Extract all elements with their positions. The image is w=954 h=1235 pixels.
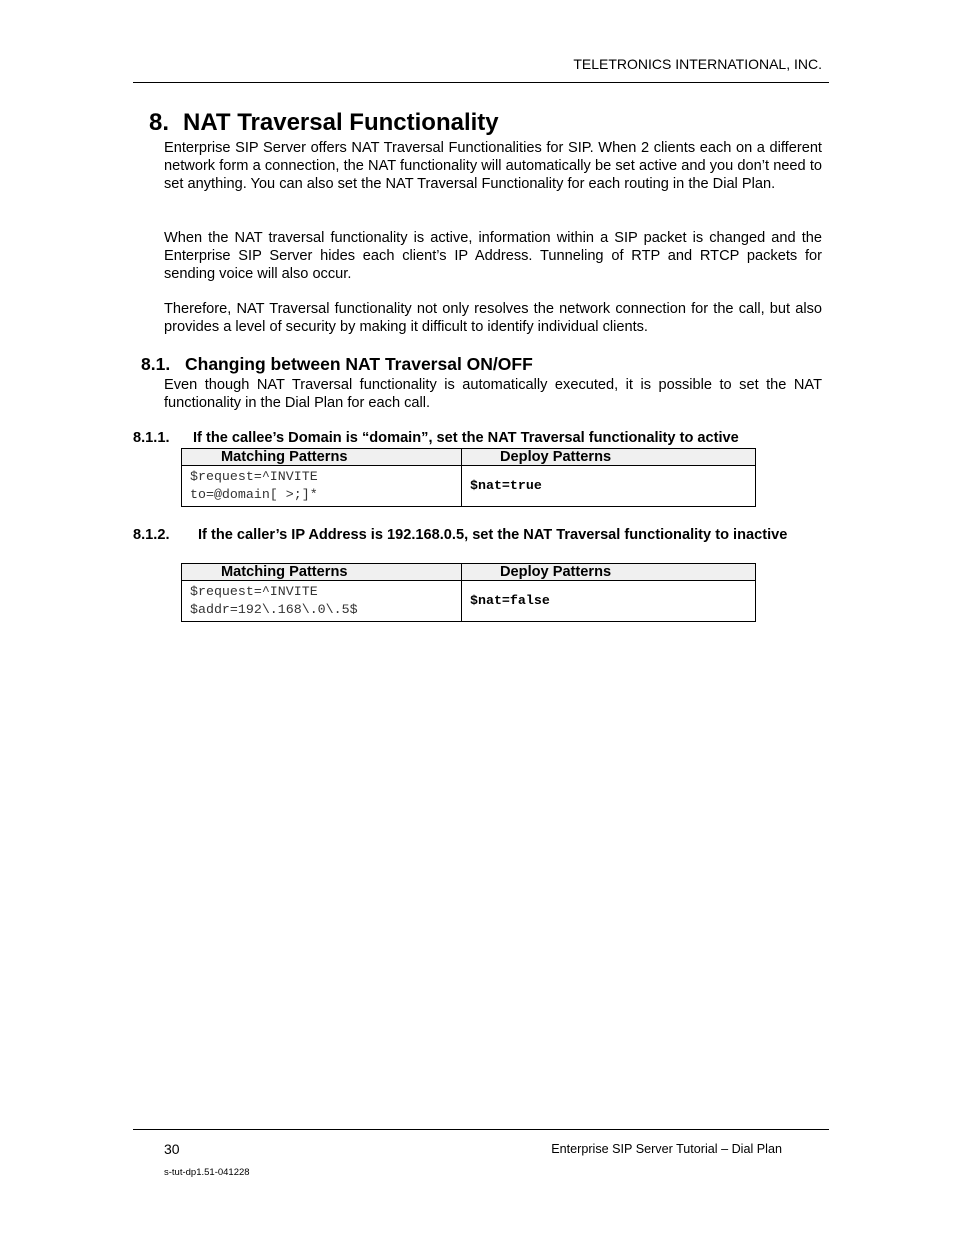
example-title: If the callee’s Domain is “domain”, set the NAT Traversal functionality to active [193,430,739,446]
section-title: NAT Traversal Functionality [183,109,499,136]
table-header-row [182,449,756,466]
table-header-row [182,564,756,581]
header-company-name: TELETRONICS INTERNATIONAL, INC. [573,56,822,72]
section-number: 8. [149,109,170,136]
deploy-patterns-header: Deploy Patterns [462,449,756,466]
example-title: If the caller’s IP Address is 192.168.0.5, set the NAT Traversal functionality to inactive [198,527,788,543]
matching-pattern-line: to=@domain[ >;]* [190,487,318,502]
matching-pattern-line: $request=^INVITE [190,469,318,484]
pattern-table [181,563,756,622]
matching-patterns-header: Matching Patterns [182,449,462,466]
subsection-number: 8.1. [141,354,171,374]
table-row [182,581,756,622]
section-paragraph: Therefore, NAT Traversal functionality not only resolves the network connection for the call, but also provides a level of security by making it difficult to identify individual clients. [164,301,822,335]
section-paragraph: When the NAT traversal functionality is active, information within a SIP packet is changed and the Enterprise SIP Server hides each client’s IP Address. Tunneling of RTP and RTCP packets for sending voice will also occur. [164,230,822,282]
header-rule [133,82,829,83]
matching-pattern-line: $request=^INVITE [190,584,318,599]
footer-doc-title: Enterprise SIP Server Tutorial – Dial Plan [551,1142,782,1156]
subsection-heading [141,354,533,375]
page-number: 30 [164,1141,180,1157]
deploy-patterns-header: Deploy Patterns [462,564,756,581]
example-number: 8.1.2. [133,527,170,543]
section-paragraph: Enterprise SIP Server offers NAT Traversal Functionalities for SIP. When 2 clients each on a different network form a connection, the NAT functionality will automatically be set active and you don’t need to set anything. You can also set the NAT Traversal Functionality for each routing in the Dial Plan. [164,140,822,192]
matching-pattern-line: $addr=192\.168\.0\.5$ [190,602,358,617]
footer-rule [133,1129,829,1130]
example-number: 8.1.1. [133,430,170,446]
matching-pattern-cell [182,466,462,507]
subsection-title: Changing between NAT Traversal ON/OFF [185,354,533,374]
deploy-pattern-cell: $nat=false [462,581,756,622]
table-row [182,466,756,507]
matching-pattern-cell [182,581,462,622]
section-heading [149,109,499,137]
deploy-pattern-cell: $nat=true [462,466,756,507]
subsection-paragraph: Even though NAT Traversal functionality is automatically executed, it is possible to set the NAT functionality in the Dial Plan for each call. [164,377,822,411]
pattern-table [181,448,756,507]
matching-patterns-header: Matching Patterns [182,564,462,581]
footer-doc-code: s-tut-dp1.51-041228 [164,1167,250,1178]
